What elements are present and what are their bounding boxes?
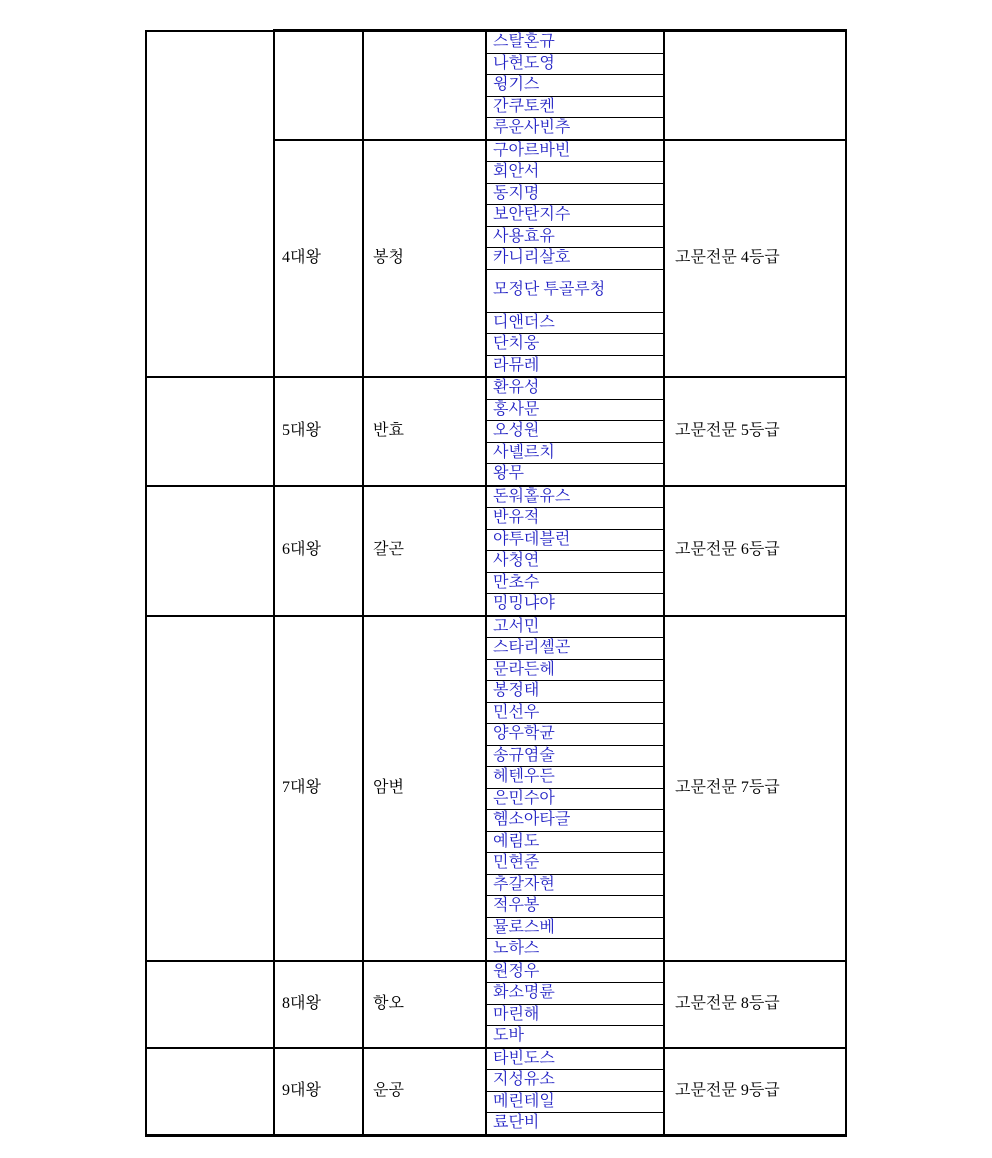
- member-name-cell: 나현도영: [486, 53, 664, 75]
- member-name-cell: 밍밍냐야: [486, 594, 664, 616]
- king-name-cell: 봉청: [363, 140, 486, 378]
- member-name-cell: 예림도: [486, 831, 664, 853]
- member-name-cell: 료단비: [486, 1113, 664, 1136]
- table-row: [146, 616, 846, 638]
- member-name-cell: 양우학균: [486, 724, 664, 746]
- member-name-cell: 간쿠토켄: [486, 96, 664, 118]
- member-name-cell: 은민수아: [486, 788, 664, 810]
- member-name-cell: 사녤르치: [486, 442, 664, 464]
- king-ordinal-cell: 6대왕: [274, 486, 363, 616]
- grade-cell: 고문전문 9등급: [664, 1048, 846, 1136]
- member-name-cell: 카니리살호: [486, 248, 664, 270]
- table-row: [146, 486, 846, 508]
- member-name-cell: 디앤더스: [486, 312, 664, 334]
- king-ordinal-cell: 9대왕: [274, 1048, 363, 1136]
- member-name-cell: 헤텐우든: [486, 767, 664, 789]
- king-name-cell: 갈곤: [363, 486, 486, 616]
- left-empty-cell: [146, 31, 274, 378]
- rank-table-body: [146, 31, 846, 1136]
- king-name-cell: [363, 31, 486, 140]
- left-empty-cell: [146, 616, 274, 961]
- member-name-cell: 야투데블런: [486, 529, 664, 551]
- king-ordinal-cell: [274, 31, 363, 140]
- member-name-cell: 지성유소: [486, 1070, 664, 1092]
- member-name-cell: 구아르바빈: [486, 140, 664, 162]
- member-name-cell: 동지명: [486, 183, 664, 205]
- member-name-cell: 루운사빈추: [486, 118, 664, 140]
- left-empty-cell: [146, 961, 274, 1048]
- grade-cell: 고문전문 5등급: [664, 377, 846, 486]
- member-name-cell: 도바: [486, 1026, 664, 1048]
- member-name-cell: 모정단 투골루청: [486, 269, 664, 312]
- member-name-cell: 만초수: [486, 572, 664, 594]
- member-name-cell: 오성원: [486, 421, 664, 443]
- table-row: [146, 1048, 846, 1070]
- member-name-cell: 홍사문: [486, 399, 664, 421]
- member-name-cell: 사청연: [486, 551, 664, 573]
- king-ordinal-cell: 4대왕: [274, 140, 363, 378]
- member-name-cell: 뮬로스베: [486, 917, 664, 939]
- table-row: [146, 961, 846, 983]
- king-ordinal-cell: 8대왕: [274, 961, 363, 1048]
- king-name-cell: 암변: [363, 616, 486, 961]
- table-row: [146, 377, 846, 399]
- member-name-cell: 환유성: [486, 377, 664, 399]
- king-name-cell: 항오: [363, 961, 486, 1048]
- king-name-cell: 운공: [363, 1048, 486, 1136]
- king-ordinal-cell: 5대왕: [274, 377, 363, 486]
- member-name-cell: 회안서: [486, 162, 664, 184]
- member-name-cell: 문라든헤: [486, 659, 664, 681]
- member-name-cell: 사용효유: [486, 226, 664, 248]
- member-name-cell: 노하스: [486, 939, 664, 961]
- member-name-cell: 화소명륜: [486, 983, 664, 1005]
- member-name-cell: 스탈혼규: [486, 31, 664, 54]
- table-row: [146, 31, 846, 54]
- member-name-cell: 추갈자현: [486, 874, 664, 896]
- member-name-cell: 돈워홀유스: [486, 486, 664, 508]
- member-name-cell: 헴소아타글: [486, 810, 664, 832]
- grade-cell: 고문전문 6등급: [664, 486, 846, 616]
- left-empty-cell: [146, 486, 274, 616]
- member-name-cell: 민선우: [486, 702, 664, 724]
- left-empty-cell: [146, 377, 274, 486]
- king-ordinal-cell: 7대왕: [274, 616, 363, 961]
- member-name-cell: 메린테일: [486, 1091, 664, 1113]
- member-name-cell: 스타리셸곤: [486, 638, 664, 660]
- member-name-cell: 송규염술: [486, 745, 664, 767]
- member-name-cell: 보안탄지수: [486, 205, 664, 227]
- grade-cell: [664, 31, 846, 140]
- left-empty-cell: [146, 1048, 274, 1136]
- grade-cell: 고문전문 7등급: [664, 616, 846, 961]
- king-name-cell: 반효: [363, 377, 486, 486]
- member-name-cell: 원정우: [486, 961, 664, 983]
- grade-cell: 고문전문 4등급: [664, 140, 846, 378]
- grade-cell: 고문전문 8등급: [664, 961, 846, 1048]
- rank-table: [145, 29, 847, 1137]
- member-name-cell: 윙기스: [486, 75, 664, 97]
- member-name-cell: 고서민: [486, 616, 664, 638]
- member-name-cell: 마린해: [486, 1004, 664, 1026]
- member-name-cell: 봉정태: [486, 681, 664, 703]
- member-name-cell: 민현준: [486, 853, 664, 875]
- member-name-cell: 단치웅: [486, 334, 664, 356]
- member-name-cell: 왕무: [486, 464, 664, 486]
- member-name-cell: 타빈도스: [486, 1048, 664, 1070]
- member-name-cell: 라뮤레: [486, 355, 664, 377]
- member-name-cell: 반유적: [486, 508, 664, 530]
- member-name-cell: 적우봉: [486, 896, 664, 918]
